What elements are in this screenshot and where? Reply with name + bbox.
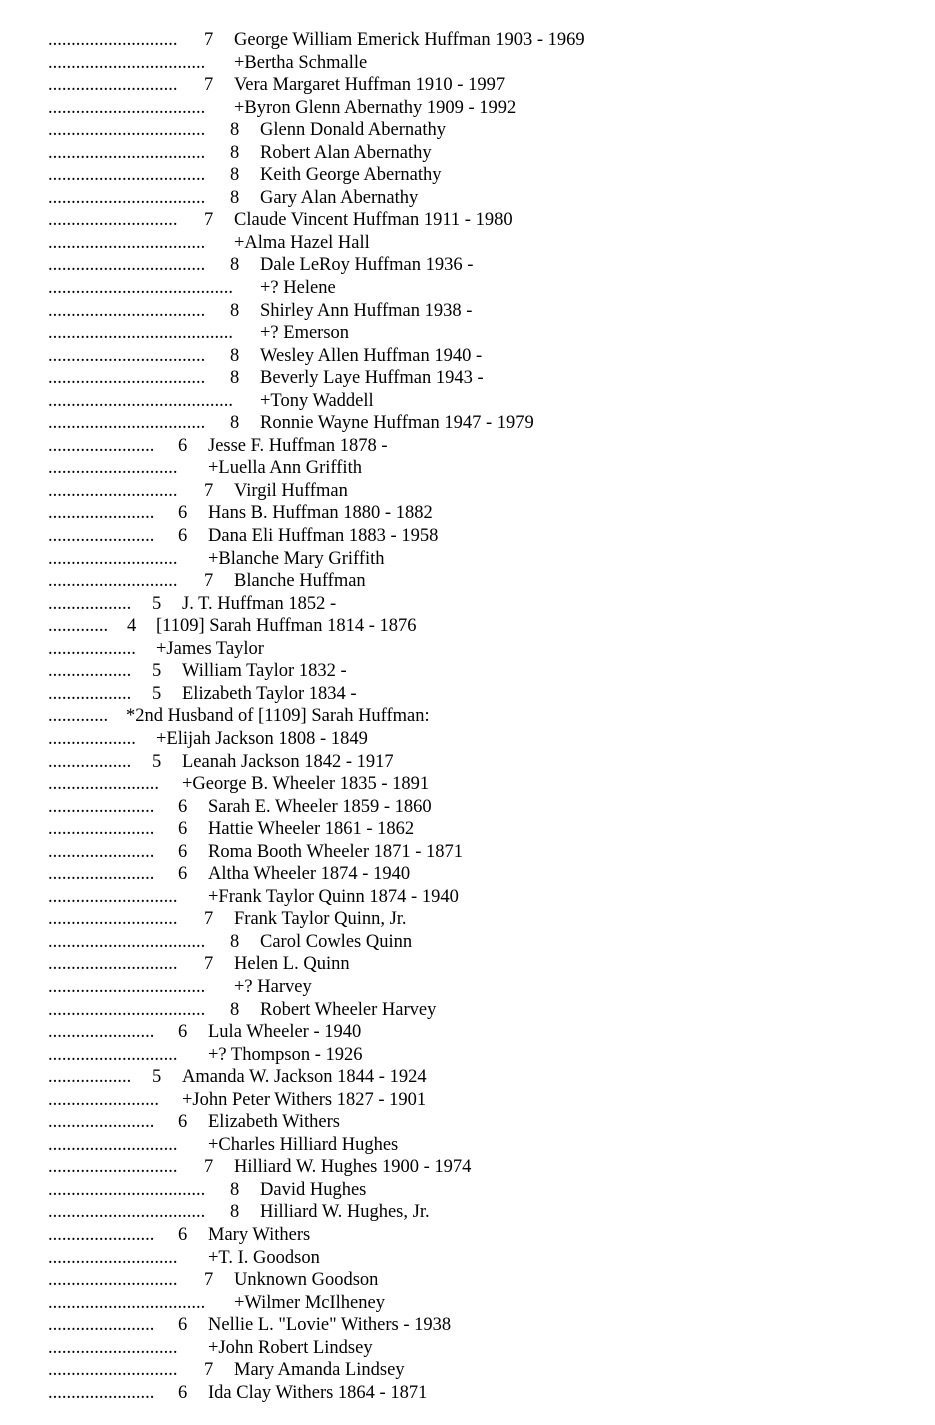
leader-dots: .................................. — [48, 976, 206, 997]
report-line — [0, 1179, 935, 1202]
person-name: Carol Cowles Quinn — [260, 931, 413, 952]
person-name: Claude Vincent Huffman 1911 - 1980 — [234, 210, 513, 231]
generation-number: 7 — [204, 571, 214, 592]
leader-dots: ........................................ — [48, 323, 233, 344]
spouse-name: +? Thompson - 1926 — [208, 1044, 363, 1065]
report-line — [0, 705, 935, 728]
generation-number: 6 — [178, 435, 188, 456]
leader-dots: .................. — [48, 751, 132, 772]
report-line — [0, 773, 935, 796]
spouse-name: +? Harvey — [234, 976, 312, 997]
leader-dots: ....................... — [48, 1022, 155, 1043]
report-line — [0, 1134, 935, 1157]
report-line — [0, 570, 935, 593]
report-line — [0, 187, 935, 210]
report-line — [0, 683, 935, 706]
person-name: Shirley Ann Huffman 1938 - — [260, 300, 473, 321]
report-line — [0, 322, 935, 345]
report-line — [0, 1066, 935, 1089]
person-name: Ronnie Wayne Huffman 1947 - 1979 — [260, 413, 534, 434]
leader-dots: ............................ — [48, 1157, 178, 1178]
spouse-note: *2nd Husband of [1109] Sarah Huffman: — [126, 706, 430, 727]
spouse-name: +John Peter Withers 1827 - 1901 — [182, 1089, 427, 1110]
leader-dots: .................................. — [48, 165, 206, 186]
person-name: Mary Amanda Lindsey — [234, 1360, 405, 1381]
person-name: Roma Booth Wheeler 1871 - 1871 — [208, 841, 464, 862]
leader-dots: .................................. — [48, 52, 206, 73]
report-line — [0, 367, 935, 390]
report-line — [0, 29, 935, 52]
generation-number: 4 — [127, 616, 137, 637]
person-name: Glenn Donald Abernathy — [260, 120, 446, 141]
report-line — [0, 164, 935, 187]
report-line — [0, 908, 935, 931]
person-name: Hans B. Huffman 1880 - 1882 — [208, 503, 433, 524]
spouse-name: +Byron Glenn Abernathy 1909 - 1992 — [234, 97, 517, 118]
generation-number: 7 — [204, 480, 214, 501]
spouse-name: +Alma Hazel Hall — [234, 232, 370, 253]
leader-dots: .................. — [48, 661, 132, 682]
report-line — [0, 119, 935, 142]
generation-number: 8 — [230, 120, 240, 141]
person-name: Dale LeRoy Huffman 1936 - — [260, 255, 474, 276]
generation-number: 7 — [204, 1360, 214, 1381]
report-line — [0, 435, 935, 458]
leader-dots: .................................. — [48, 999, 206, 1020]
report-line — [0, 931, 935, 954]
leader-dots: .................. — [48, 593, 132, 614]
leader-dots: ............................ — [48, 1134, 178, 1155]
report-line — [0, 209, 935, 232]
spouse-name: +Frank Taylor Quinn 1874 - 1940 — [208, 886, 459, 907]
leader-dots: ....................... — [48, 1224, 155, 1245]
generation-number: 6 — [178, 1022, 188, 1043]
report-line — [0, 300, 935, 323]
generation-number: 5 — [152, 683, 162, 704]
person-name: William Taylor 1832 - — [182, 661, 347, 682]
generation-number: 8 — [230, 165, 240, 186]
leader-dots: .................................. — [48, 1202, 206, 1223]
person-name: Hilliard W. Hughes, Jr. — [260, 1202, 430, 1223]
leader-dots: .................................. — [48, 1292, 206, 1313]
generation-number: 7 — [204, 909, 214, 930]
person-name: Hattie Wheeler 1861 - 1862 — [208, 819, 415, 840]
person-name: J. T. Huffman 1852 - — [182, 593, 337, 614]
spouse-name: +Luella Ann Griffith — [208, 458, 362, 479]
report-line — [0, 1156, 935, 1179]
report-line — [0, 502, 935, 525]
spouse-name: +Tony Waddell — [260, 390, 374, 411]
report-line — [0, 1337, 935, 1360]
generation-number: 8 — [230, 999, 240, 1020]
generation-number: 5 — [152, 593, 162, 614]
leader-dots: ....................... — [48, 1112, 155, 1133]
person-name: Ida Clay Withers 1864 - 1871 — [208, 1382, 428, 1403]
spouse-name: +Bertha Schmalle — [234, 52, 368, 73]
person-name: Dana Eli Huffman 1883 - 1958 — [208, 526, 439, 547]
person-name: Leanah Jackson 1842 - 1917 — [182, 751, 394, 772]
report-line — [0, 1089, 935, 1112]
person-name: Unknown Goodson — [234, 1270, 379, 1291]
leader-dots: .................................. — [48, 413, 206, 434]
leader-dots: .................................. — [48, 232, 206, 253]
leader-dots: .................................. — [48, 345, 206, 366]
report-line — [0, 525, 935, 548]
leader-dots: ............................ — [48, 458, 178, 479]
report-line — [0, 976, 935, 999]
spouse-name: +? Helene — [260, 278, 336, 299]
report-line — [0, 97, 935, 120]
person-name: Wesley Allen Huffman 1940 - — [260, 345, 483, 366]
person-name: Vera Margaret Huffman 1910 - 1997 — [234, 75, 506, 96]
leader-dots: ............................ — [48, 1360, 178, 1381]
leader-dots: ........................ — [48, 1089, 159, 1110]
report-line — [0, 1021, 935, 1044]
report-line — [0, 74, 935, 97]
leader-dots: ............................ — [48, 571, 178, 592]
report-line — [0, 1201, 935, 1224]
leader-dots: ............................ — [48, 1337, 178, 1358]
report-line — [0, 615, 935, 638]
spouse-name: +Charles Hilliard Hughes — [208, 1134, 399, 1155]
generation-number: 8 — [230, 255, 240, 276]
leader-dots: ............................ — [48, 30, 178, 50]
generation-number: 6 — [178, 796, 188, 817]
report-line — [0, 232, 935, 255]
report-line — [0, 1292, 935, 1315]
report-line — [0, 818, 935, 841]
report-line — [0, 660, 935, 683]
leader-dots: ....................... — [48, 841, 155, 862]
report-line — [0, 1111, 935, 1134]
person-name: [1109] Sarah Huffman 1814 - 1876 — [156, 616, 417, 637]
leader-dots: ....................... — [48, 1382, 155, 1403]
spouse-name: +? Emerson — [260, 323, 350, 344]
generation-number: 7 — [204, 210, 214, 231]
person-name: Gary Alan Abernathy — [260, 187, 419, 208]
report-line — [0, 1044, 935, 1067]
report-line — [0, 593, 935, 616]
leader-dots: ....................... — [48, 526, 155, 547]
report-line — [0, 548, 935, 571]
generation-number: 6 — [178, 819, 188, 840]
report-line — [0, 953, 935, 976]
report-line — [0, 728, 935, 751]
leader-dots: ............................ — [48, 1270, 178, 1291]
person-name: Virgil Huffman — [234, 480, 348, 501]
leader-dots: ....................... — [48, 503, 155, 524]
leader-dots: ............................ — [48, 548, 178, 569]
leader-dots: .................................. — [48, 931, 206, 952]
leader-dots: ....................... — [48, 819, 155, 840]
report-line — [0, 1382, 935, 1405]
report-line — [0, 254, 935, 277]
report-line — [0, 142, 935, 165]
leader-dots: ........................................ — [48, 390, 233, 411]
descendant-report-page — [0, 29, 935, 1404]
report-line — [0, 457, 935, 480]
leader-dots: ....................... — [48, 435, 155, 456]
generation-number: 6 — [178, 864, 188, 885]
spouse-name: +Wilmer McIlheney — [234, 1292, 385, 1313]
report-line — [0, 1224, 935, 1247]
generation-number: 6 — [178, 1382, 188, 1403]
spouse-name: +T. I. Goodson — [208, 1247, 320, 1268]
generation-number: 6 — [178, 1224, 188, 1245]
person-name: Frank Taylor Quinn, Jr. — [234, 909, 407, 930]
report-line — [0, 52, 935, 75]
person-name: Lula Wheeler - 1940 — [208, 1022, 362, 1043]
person-name: Altha Wheeler 1874 - 1940 — [208, 864, 411, 885]
leader-dots: ............................ — [48, 909, 178, 930]
person-name: Amanda W. Jackson 1844 - 1924 — [182, 1067, 427, 1088]
person-name: Elizabeth Withers — [208, 1112, 340, 1133]
leader-dots: ....................... — [48, 864, 155, 885]
spouse-name: +George B. Wheeler 1835 - 1891 — [182, 774, 430, 795]
generation-number: 8 — [230, 300, 240, 321]
report-line — [0, 751, 935, 774]
generation-number: 6 — [178, 503, 188, 524]
generation-number: 8 — [230, 413, 240, 434]
leader-dots: .................................. — [48, 368, 206, 389]
person-name: Keith George Abernathy — [260, 165, 442, 186]
generation-number: 8 — [230, 368, 240, 389]
generation-number: 5 — [152, 661, 162, 682]
person-name: Blanche Huffman — [234, 571, 366, 592]
generation-number: 5 — [152, 751, 162, 772]
generation-number: 8 — [230, 345, 240, 366]
leader-dots: .................................. — [48, 187, 206, 208]
report-line — [0, 1269, 935, 1292]
person-name: George William Emerick Huffman 1903 - 1969 — [234, 30, 585, 50]
generation-number: 5 — [152, 1067, 162, 1088]
leader-dots: .................................. — [48, 255, 206, 276]
generation-number: 6 — [178, 841, 188, 862]
leader-dots: ............. — [48, 706, 109, 727]
generation-number: 7 — [204, 1157, 214, 1178]
spouse-name: +James Taylor — [156, 638, 264, 659]
person-name: Mary Withers — [208, 1224, 311, 1245]
generation-number: 6 — [178, 1112, 188, 1133]
report-line — [0, 480, 935, 503]
spouse-name: +Elijah Jackson 1808 - 1849 — [156, 728, 368, 749]
generation-number: 7 — [204, 954, 214, 975]
report-line — [0, 863, 935, 886]
leader-dots: .................................. — [48, 142, 206, 163]
generation-number: 6 — [178, 526, 188, 547]
report-line — [0, 345, 935, 368]
leader-dots: ............................ — [48, 480, 178, 501]
generation-number: 7 — [204, 1270, 214, 1291]
leader-dots: ............. — [48, 616, 109, 637]
leader-dots: .................................. — [48, 97, 206, 118]
leader-dots: ............................ — [48, 75, 178, 96]
leader-dots: .................. — [48, 683, 132, 704]
leader-dots: ........................................ — [48, 278, 233, 299]
report-line — [0, 999, 935, 1022]
person-name: Helen L. Quinn — [234, 954, 350, 975]
report-line — [0, 1314, 935, 1337]
leader-dots: .................................. — [48, 300, 206, 321]
leader-dots: ....................... — [48, 1315, 155, 1336]
leader-dots: .................................. — [48, 1179, 206, 1200]
report-line — [0, 1359, 935, 1382]
person-name: Robert Alan Abernathy — [260, 142, 432, 163]
leader-dots: ............................ — [48, 886, 178, 907]
person-name: David Hughes — [260, 1179, 367, 1200]
person-name: Nellie L. "Lovie" Withers - 1938 — [208, 1315, 452, 1336]
report-line — [0, 796, 935, 819]
person-name: Hilliard W. Hughes 1900 - 1974 — [234, 1157, 472, 1178]
leader-dots: ....................... — [48, 796, 155, 817]
report-line — [0, 638, 935, 661]
generation-number: 7 — [204, 30, 214, 50]
person-name: Elizabeth Taylor 1834 - — [182, 683, 357, 704]
leader-dots: ............................ — [48, 954, 178, 975]
generation-number: 8 — [230, 931, 240, 952]
leader-dots: ........................ — [48, 774, 159, 795]
leader-dots: ................... — [48, 728, 136, 749]
person-name: Sarah E. Wheeler 1859 - 1860 — [208, 796, 432, 817]
generation-number: 8 — [230, 1202, 240, 1223]
report-line — [0, 277, 935, 300]
leader-dots: .................. — [48, 1067, 132, 1088]
generation-number: 6 — [178, 1315, 188, 1336]
generation-number: 7 — [204, 75, 214, 96]
report-line — [0, 841, 935, 864]
leader-dots: .................................. — [48, 120, 206, 141]
report-line — [0, 390, 935, 413]
report-line — [0, 412, 935, 435]
generation-number: 8 — [230, 187, 240, 208]
person-name: Beverly Laye Huffman 1943 - — [260, 368, 484, 389]
leader-dots: ............................ — [48, 1044, 178, 1065]
report-line — [0, 1247, 935, 1270]
generation-number: 8 — [230, 1179, 240, 1200]
leader-dots: ................... — [48, 638, 136, 659]
leader-dots: ............................ — [48, 1247, 178, 1268]
person-name: Robert Wheeler Harvey — [260, 999, 437, 1020]
report-line — [0, 886, 935, 909]
generation-number: 8 — [230, 142, 240, 163]
spouse-name: +John Robert Lindsey — [208, 1337, 373, 1358]
leader-dots: ............................ — [48, 210, 178, 231]
person-name: Jesse F. Huffman 1878 - — [208, 435, 388, 456]
spouse-name: +Blanche Mary Griffith — [208, 548, 385, 569]
